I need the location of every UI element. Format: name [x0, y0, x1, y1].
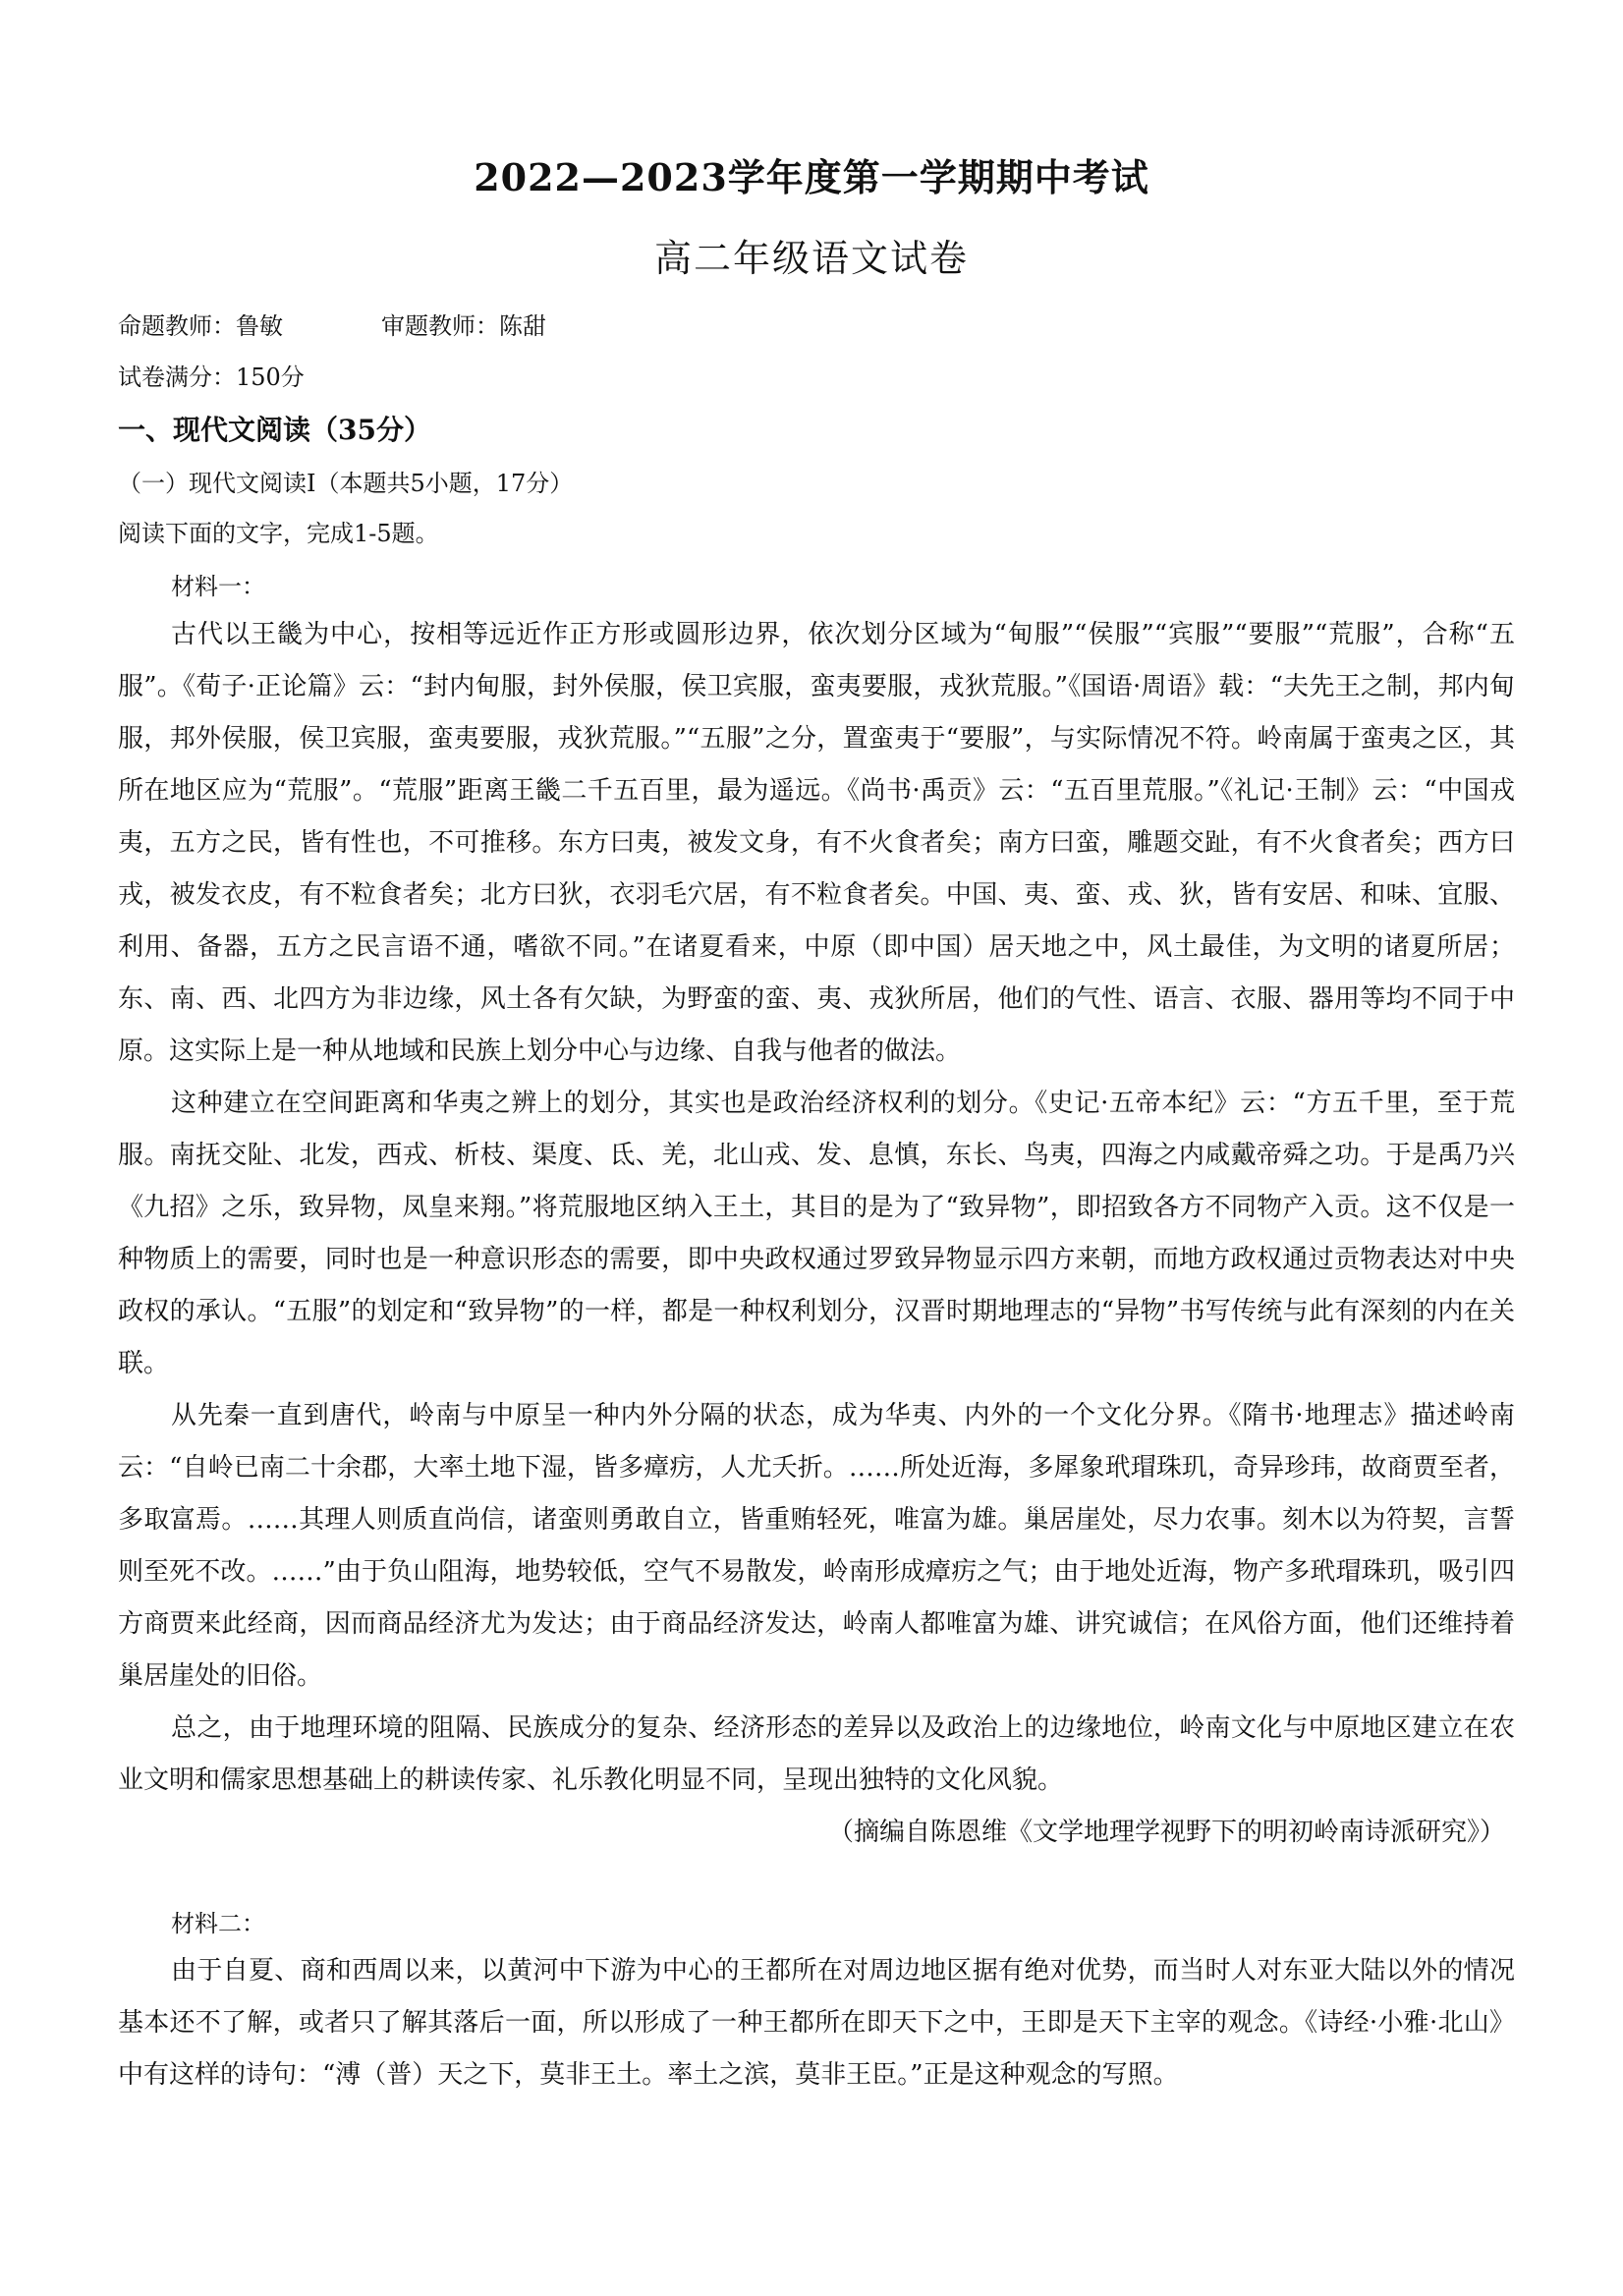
teacher-info — [118, 307, 546, 341]
section-subtitle: （一）现代文阅读Ⅰ（本题共5小题，17分） — [118, 470, 574, 497]
material1-source: （摘编自陈恩维《文学地理学视野下的明初岭南诗派研究》） — [827, 1818, 1505, 1847]
exam-subtitle: 高二年级语文试卷 — [653, 237, 969, 280]
author-label: 命题教师：鲁敏 — [118, 312, 283, 340]
reviewer-label: 审题教师：陈甜 — [381, 312, 546, 340]
material1-paragraph: 古代以王畿为中心，按相等远近作正方形或圆形边界，依次划分区域为“甸服”“侯服”“宾服”“要服”“荒服”，合称“五服”。《荀子·正论篇》云：“封内甸服，封外侯服，侯卫宾服，蛮夷要服，戎狄荒服。”《国语·周语》载：“夫先王之制，邦内甸服，邦外侯服，侯卫宾服，蛮夷要服，戎狄荒服。”“五服”之分，置蛮夷于“要服”，与实际情况不符。岭南属于蛮夷之区，其所在地区应为“荒服”。“荒服”距离王畿二千五百里，最为遥远。《尚书·禹贡》云：“五百里荒服。”《礼记·王制》云：“中国戎夷，五方之民，皆有性也，不可推移。东方曰夷，被发文身，有不火食者矣；南方曰蛮，雕题交趾，有不火食者矣；西方曰戎，被发衣皮，有不粒食者矣；北方曰狄，衣羽毛穴居，有不粒食者矣。中国、夷、蛮、戎、狄，皆有安居、和味、宜服、利用、备器，五方之民言语不通，嗜欲不同。”在诸夏看来，中原（即中国）居天地之中，风土最佳，为文明的诸夏所居；东、南、西、北四方为非边缘，风土各有欠缺，为野蛮的蛮、夷、戎狄所居，他们的气性、语言、衣服、器用等均不同于中原。这实际上是一种从地域和民族上划分中心与边缘、自我与他者的做法。 — [118, 620, 1515, 1066]
material1-paragraph: 从先秦一直到唐代，岭南与中原呈一种内外分隔的状态，成为华夷、内外的一个文化分界。《隋书·地理志》描述岭南云：“自岭已南二十余郡，大率土地下湿，皆多瘴疠，人尤夭折。……所处近海，多犀象玳瑁珠玑，奇异珍玮，故商贾至者，多取富焉。……其理人则质直尚信，诸蛮则勇敢自立，皆重贿轻死，唯富为雄。巢居崖处，尽力农事。刻木以为符契，言誓则至死不改。……”由于负山阻海，地势较低，空气不易散发，岭南形成瘴疠之气；由于地处近海，物产多玳瑁珠玑，吸引四方商贾来此经商，因而商品经济尤为发达；由于商品经济发达，岭南人都唯富为雄、讲究诚信；在风俗方面，他们还维持着巢居崖处的旧俗。 — [118, 1401, 1515, 1691]
material1-label: 材料一： — [171, 573, 265, 600]
material1-paragraph: 这种建立在空间距离和华夷之辨上的划分，其实也是政治经济权利的划分。《史记·五帝本纪》云：“方五千里，至于荒服。南抚交阯、北发，西戎、析枝、渠度、氐、羌，北山戎、发、息慎，东长、鸟夷，四海之内咸戴帝舜之功。于是禹乃兴《九招》之乐，致异物，凤皇来翔。”将荒服地区纳入王土，其目的是为了“致异物”，即招致各方不同物产入贡。这不仅是一种物质上的需要，同时也是一种意识形态的需要，即中央政权通过罗致异物显示四方来朝，而地方政权通过贡物表达对中央政权的承认。“五服”的划定和“致异物”的一样，都是一种权利划分，汉晋时期地理志的“异物”书写传统与此有深刻的内在关联。 — [118, 1089, 1515, 1378]
section-title: 一、现代文阅读（35分） — [118, 414, 431, 446]
reading-instruction: 阅读下面的文字，完成1-5题。 — [118, 520, 439, 547]
full-score: 试卷满分：150分 — [118, 364, 305, 391]
exam-title: 2022—2023学年度第一学期期中考试 — [474, 155, 1149, 199]
material2-body — [118, 1945, 1515, 2101]
material1-paragraph: 总之，由于地理环境的阻隔、民族成分的复杂、经济形态的差异以及政治上的边缘地位，岭南文化与中原地区建立在农业文明和儒家思想基础上的耕读传家、礼乐教化明显不同，呈现出独特的文化风貌。 — [118, 1713, 1515, 1795]
material2-label: 材料二： — [171, 1910, 265, 1937]
material2-paragraph: 由于自夏、商和西周以来，以黄河中下游为中心的王都所在对周边地区据有绝对优势，而当时人对东亚大陆以外的情况基本还不了解，或者只了解其落后一面，所以形成了一种王都所在即天下之中，王即是天下主宰的观念。《诗经·小雅·北山》中有这样的诗句：“溥（普）天之下，莫非王土。率土之滨，莫非王臣。”正是这种观念的写照。 — [118, 1956, 1515, 2090]
material1-body — [118, 609, 1515, 1859]
